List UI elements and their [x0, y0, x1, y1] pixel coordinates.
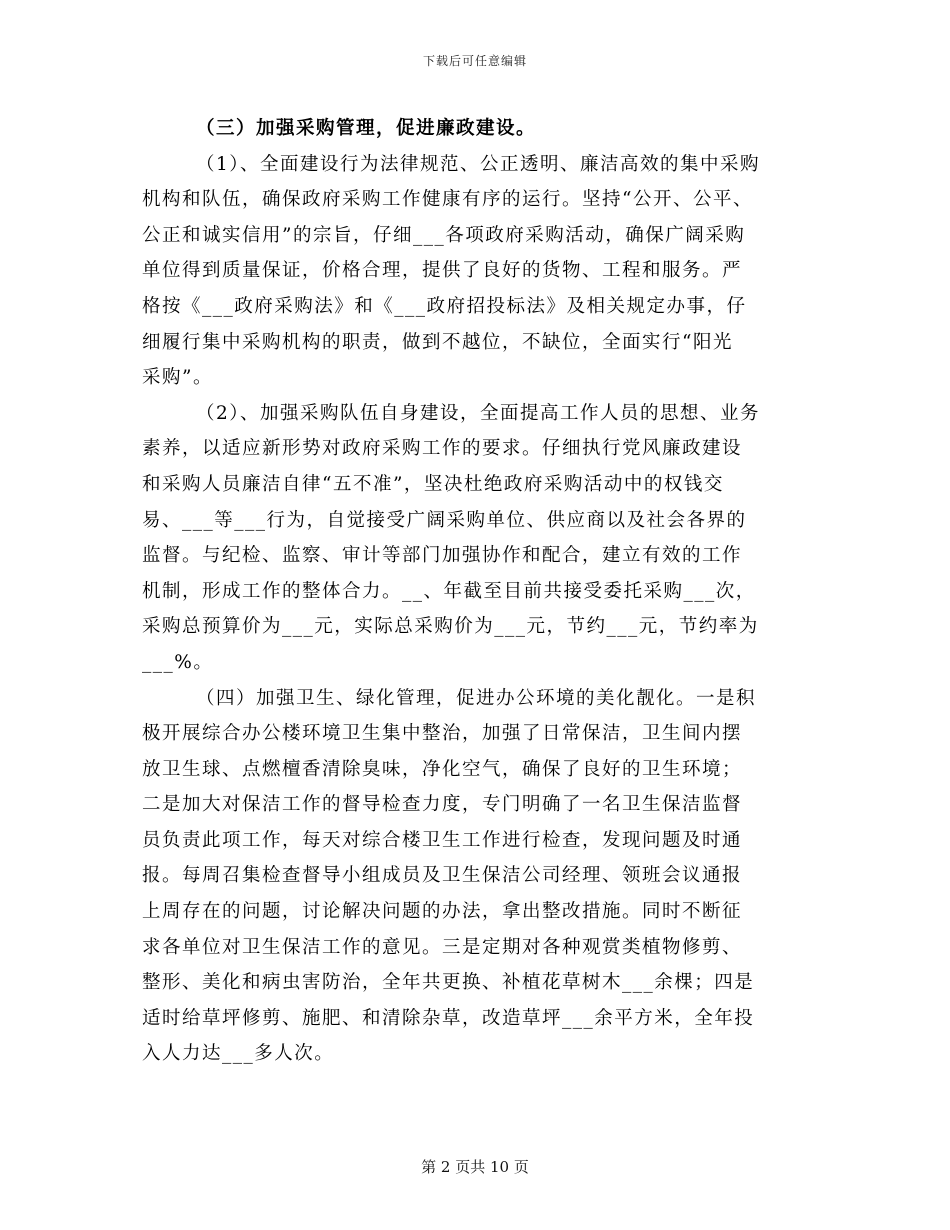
paragraph-line: 员负责此项工作，每天对综合楼卫生工作进行检查，发现问题及时通 [142, 829, 743, 851]
paragraph-line: 求各单位对卫生保洁工作的意见。三是定期对各种观赏类植物修剪、 [142, 936, 743, 958]
paragraph-line: 公正和诚实信用”的宗旨，仔细___各项政府采购活动，确保广阔采购 [142, 224, 746, 246]
paragraph-line: 上周存在的问题，讨论解决问题的办法，拿出整改措施。同时不断征 [142, 901, 743, 923]
paragraph-line: 机构和队伍，确保政府采购工作健康有序的运行。坚持“公开、公平、 [142, 189, 753, 211]
paragraph-line: 机制，形成工作的整体合力。__、年截至目前共接受委托采购___次， [142, 580, 756, 602]
paragraph-team-building [142, 396, 808, 681]
document-body [142, 111, 808, 1072]
paragraph-line: 和采购人员廉洁自律“五不准”，坚决杜绝政府采购活动中的权钱交 [142, 473, 724, 495]
paragraph-line: 监督。与纪检、监察、审计等部门加强协作和配合，建立有效的工作 [142, 545, 743, 567]
paragraph-line: ___%。 [142, 651, 214, 673]
paragraph-line: 入人力达___多人次。 [142, 1043, 335, 1065]
paragraph-line: 单位得到质量保证，价格合理，提供了良好的货物、工程和服务。严 [142, 260, 743, 282]
page-header-note: 下载后可任意编辑 [422, 54, 527, 68]
paragraph-line: （四）加强卫生、绿化管理，促进办公环境的美化靓化。一是积 [196, 687, 757, 709]
section-heading: （三）加强采购管理，促进廉政建设。 [196, 118, 537, 139]
paragraph-line: 适时给草坪修剪、施肥、和清除杂草，改造草坪___余平方米，全年投 [142, 1007, 755, 1029]
page-number: 第 2 页共 10 页 [421, 1158, 529, 1176]
paragraph-line: 整形、美化和病虫害防治，全年共更换、补植花草树木___余棵；四是 [142, 972, 755, 994]
paragraph-line: 细履行集中采购机构的职责，做到不越位，不缺位，全面实行“阳光 [142, 331, 733, 353]
paragraph-line: （1）、全面建设行为法律规范、公正透明、廉洁高效的集中采购 [196, 153, 761, 175]
paragraph-line: 报。每周召集检查督导小组成员及卫生保洁公司经理、领班会议通报 [142, 865, 743, 887]
paragraph-line: 放卫生球、点燃檀香清除臭味，净化空气，确保了良好的卫生环境； [142, 758, 743, 780]
paragraph-line: 采购”。 [142, 367, 213, 389]
paragraph-line: 采购总预算价为___元，实际总采购价为___元，节约___元，节约率为 [142, 616, 759, 638]
paragraph-line: 易、___等___行为，自觉接受广阔采购单位、供应商以及社会各界的 [142, 509, 747, 531]
paragraph-line: 二是加大对保洁工作的督导检查力度，专门明确了一名卫生保洁监督 [142, 794, 743, 816]
paragraph-line: 格按《___政府采购法》和《___政府招投标法》及相关规定办事，仔 [142, 295, 747, 317]
paragraph-sanitation-greening [142, 681, 808, 1073]
paragraph-procurement-team [142, 147, 808, 396]
paragraph-line: （2）、加强采购队伍自身建设，全面提高工作人员的思想、业务 [196, 402, 761, 424]
paragraph-line: 极开展综合办公楼环境卫生集中整治，加强了日常保洁，卫生间内摆 [142, 723, 743, 745]
paragraph-line: 素养，以适应新形势对政府采购工作的要求。仔细执行党风廉政建设 [142, 438, 743, 460]
